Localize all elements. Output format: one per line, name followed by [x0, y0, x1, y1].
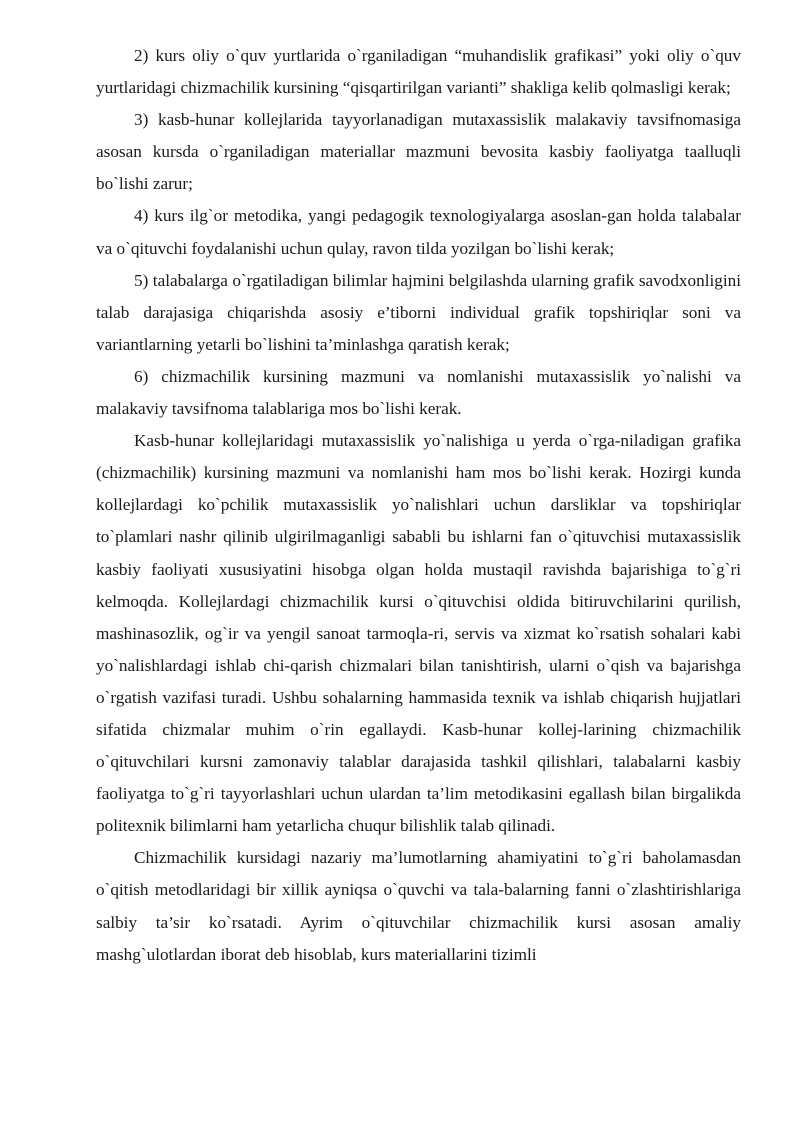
paragraph-kasb-hunar: Kasb-hunar kollejlaridagi mutaxassislik yo`nalishiga u yerda o`rga-niladigan grafika (chizmachilik) kursining mazmuni va nomlanishi ham mos bo`lishi kerak. Hozirgi kunda kollejlardagi ko`pchilik mutaxassislik yo`nalishlari uchun darsliklar va topshiriqlar to`plamlari nashr qilinib ulgirilmaganligi sababli bu ishlarni fan o`qituvchisi mutaxassislik kasbiy faoliyati xususiyatini hisobga olgan holda mustaqil ravishda bajarishiga to`g`ri kelmoqda. Kollejlardagi chizmachilik kursi o`qituvchisi oldida bitiruvchilarini qurilish, mashinasozlik, og`ir va yengil sanoat tarmoqla-ri, servis va xizmat ko`rsatish sohalari kabi yo`nalishlardagi ishlab chi-qarish chizmalari bilan tanishtirish, ularni o`qish va bajarishga o`rgatish vazifasi turadi. Ushbu sohalarning hammasida texnik va ishlab chiqarish hujjatlari sifatida chizmalar muhim o`rin egallaydi. Kasb-hunar kollej-larining chizmachilik o`qituvchilari kursni zamonaviy talablar darajasida tashkil qilishlari, talabalarni kasbiy faoliyatga to`g`ri tayyorlashlari uchun ulardan ta’lim metodikasini egallash bilan birgalikda politexnik bilimlarni ham yetarlicha chuqur bilishlik talab qilinadi. — [96, 431, 741, 836]
paragraph-item-6: 6) chizmachilik kursining mazmuni va nomlanishi mutaxassislik yo`nalishi va malakaviy tavsifnoma talablariga mos bo`lishi kerak. — [96, 366, 741, 419]
paragraph-item-4: 4) kurs ilg`or metodika, yangi pedagogik texnologiyalarga asoslan-gan holda talabalar va o`qituvchi foydalanishi uchun qulay, ravon tilda yozilgan bo`lishi kerak; — [96, 206, 741, 258]
paragraph-item-3: 3) kasb-hunar kollejlarida tayyorlanadigan mutaxassislik malakaviy tavsifnomasiga asosan kursda o`rganiladigan materiallar mazmuni bevosita kasbiy faoliyatga taalluqli bo`lishi zarur; — [96, 110, 741, 194]
paragraph-item-2: 2) kurs oliy o`quv yurtlarida o`rganiladigan “muhandislik grafikasi” yoki oliy o`quv yurtlaridagi chizmachilik kursining “qisqartirilgan varianti” shakliga kelib qolmasligi kerak; — [96, 46, 741, 98]
document-page — [96, 40, 741, 971]
paragraph-item-5: 5) talabalarga o`rgatiladigan bilimlar hajmini belgilashda ularning grafik savodxonligini talab darajasiga chiqarishda asosiy e’tiborni individual grafik topshiriqlar soni va variantlarning yetarli bo`lishini ta’minlashga qaratish kerak; — [96, 270, 741, 354]
paragraph-chizmachilik: Chizmachilik kursidagi nazariy ma’lumotlarning ahamiyatini to`g`ri baholamasdan o`qitish metodlaridagi bir xillik ayniqsa o`quvchi va tala-balarning fanni o`zlashtirishlariga salbiy ta’sir ko`rsatadi. Ayrim o`qituvchilar chizmachilik kursi asosan amaliy mashg`ulotlardan iborat deb hisoblab, kurs materiallarini tizimli — [96, 848, 741, 964]
